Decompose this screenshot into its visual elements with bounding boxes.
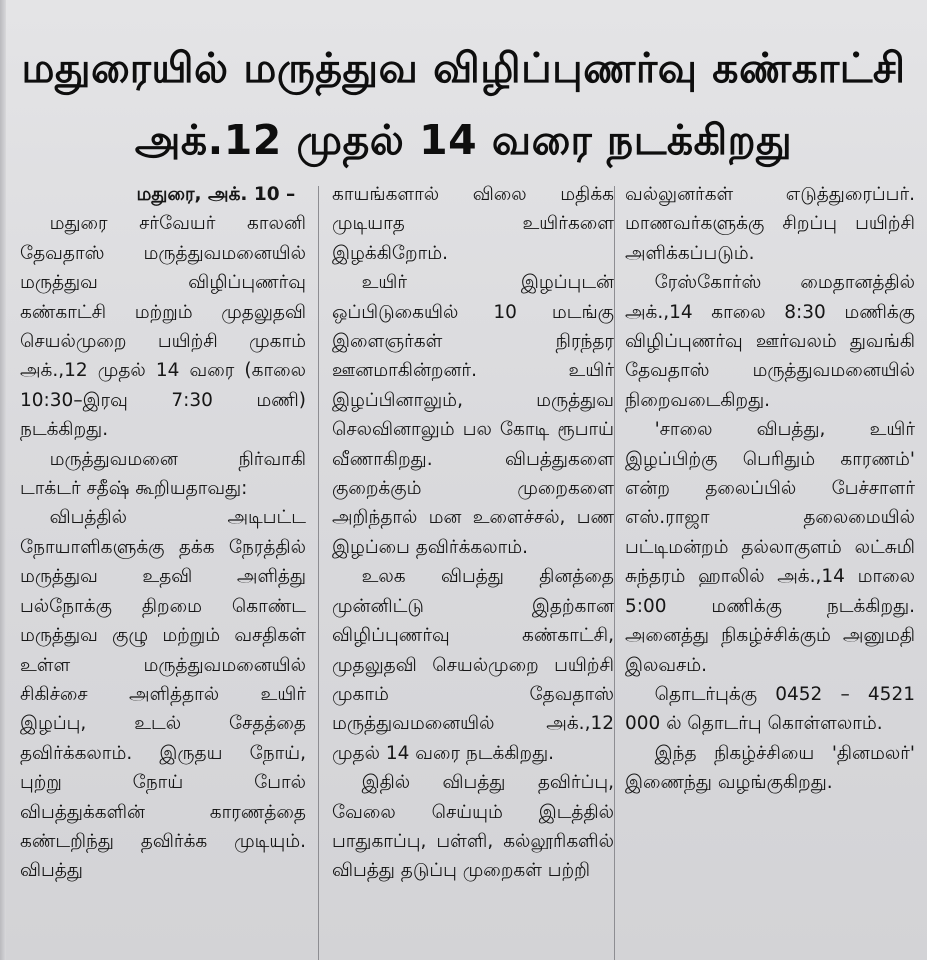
paragraph: ரேஸ்கோர்ஸ் மைதானத்தில் அக்.,14 காலை 8:30 மணிக்கு விழிப்புணர்வு ஊர்வலம் துவங்கி தேவதாஸ் மருத்துவமனையில் நிறைவடைகிறது. [625, 272, 915, 411]
paragraph: 'சாலை விபத்து, உயிர் இழப்பிற்கு பெரிதும் காரணம்' என்ற தலைப்பில் பேச்சாளர் எஸ்.ராஜா தலைமையில் பட்டிமன்றம் தல்லாகுளம் லட்சுமி சுந்தரம் ஹாலில் அக்.,14 மாலை 5:00 மணிக்கு நடக்கிறது. அனைத்து நிகழ்ச்சிக்கும் அனுமதி இலவசம். [625, 419, 915, 676]
article-column-3 [625, 180, 915, 798]
article-column-1 [20, 180, 306, 886]
dateline: மதுரை, அக். 10 – [136, 184, 296, 205]
paragraph: தொடர்புக்கு 0452 – 4521 000 ல் தொடர்பு கொள்ளலாம். [625, 683, 915, 735]
article-column-2 [332, 180, 614, 886]
paragraph: வல்லுனர்கள் எடுத்துரைப்பர். மாணவர்களுக்கு சிறப்பு பயிற்சி அளிக்கப்படும். [625, 184, 915, 264]
paragraph: விபத்தில் அடிபட்ட நோயாளிகளுக்கு தக்க நேரத்தில் மருத்துவ உதவி அளித்து பல்நோக்கு திறமை கொண்ட மருத்துவ குழு மற்றும் வசதிகள் உள்ள மருத்துவமனையில் சிகிச்சை அளித்தால் உயிர் இழப்பு, உடல் சேதத்தை தவிர்க்கலாம். இருதய நோய், புற்று நோய் போல் விபத்துக்களின் காரணத்தை கண்டறிந்து தவிர்க்க முடியும். விபத்து [20, 507, 306, 882]
article-body [20, 180, 920, 960]
headline-line-2: அக்.12 முதல் 14 வரை நடக்கிறது [134, 116, 793, 164]
paragraph: மதுரை சர்வேயர் காலனி தேவதாஸ் மருத்துவமனையில் மருத்துவ விழிப்புணர்வு கண்காட்சி மற்றும் முதலுதவி செயல்முறை பயிற்சி முகாம் அக்.,12 முதல் 14 வரை (காலை 10:30–இரவு 7:30 மணி) நடக்கிறது. [20, 213, 306, 441]
paragraph: இதில் விபத்து தவிர்ப்பு, வேலை செய்யும் இடத்தில் பாதுகாப்பு, பள்ளி, கல்லூரிகளில் விபத்து தடுப்பு முறைகள் பற்றி [332, 772, 614, 882]
paragraph: உலக விபத்து தினத்தை முன்னிட்டு இதற்கான விழிப்புணர்வு கண்காட்சி, முதலுதவி செயல்முறை பயிற்சி முகாம் தேவதாஸ் மருத்துவமனையில் அக்.,12 முதல் 14 வரை நடக்கிறது. [332, 566, 614, 764]
paragraph: மருத்துவமனை நிர்வாகி டாக்டர் சதீஷ் கூறியதாவது: [20, 448, 306, 500]
paragraph: காயங்களால் விலை மதிக்க முடியாத உயிர்களை இழக்கிறோம். [332, 184, 614, 264]
paragraph: இந்த நிகழ்ச்சியை 'தினமலர்' இணைந்து வழங்குகிறது. [625, 742, 915, 794]
headline-line-1: மதுரையில் மருத்துவ விழிப்புணர்வு கண்காட்சி [21, 44, 906, 92]
paragraph: உயிர் இழப்புடன் ஒப்பிடுகையில் 10 மடங்கு இளைஞர்கள் நிரந்தர ஊனமாகின்றனர். உயிர் இழப்பினாலும், மருத்துவ செலவினாலும் பல கோடி ரூபாய் வீணாகிறது. விபத்துகளை குறைக்கும் முறைகளை அறிந்தால் மன உளைச்சல், பண இழப்பை தவிர்க்கலாம். [332, 272, 614, 558]
